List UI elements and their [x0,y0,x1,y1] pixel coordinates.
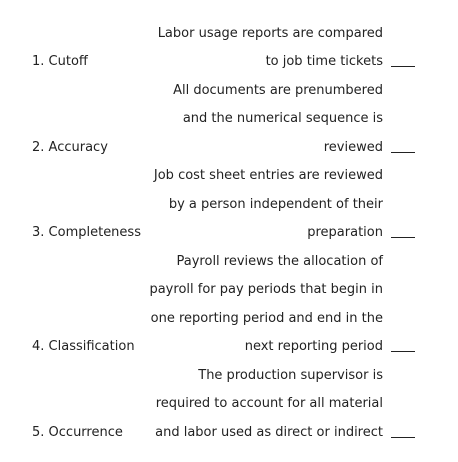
answer-blank[interactable] [391,437,415,438]
description-line [0,394,458,414]
description-text: preparation [307,225,383,240]
description-line [0,309,458,329]
assertion-label: 4. Classification [32,339,135,354]
assertion-label: 5. Occurrence [32,425,123,440]
description-line [0,81,458,101]
description-text: and labor used as direct or indirect [155,425,383,440]
description-line [0,24,458,44]
description-line [0,252,458,272]
description-text: The production supervisor is [198,368,383,383]
description-text: payroll for pay periods that begin in [149,282,383,297]
description-text: to job time tickets [265,54,383,69]
assertion-label: 3. Completeness [32,225,141,240]
description-text: Payroll reviews the allocation of [176,254,383,269]
description-line [0,166,458,186]
answer-blank[interactable] [391,237,415,238]
description-text: required to account for all material [155,396,383,411]
description-text: one reporting period and end in the [150,311,383,326]
assertion-label: 2. Accuracy [32,140,108,155]
description-text: by a person independent of their [168,197,383,212]
description-text: All documents are prenumbered [173,83,383,98]
description-text: reviewed [323,140,383,155]
description-line [0,109,458,129]
answer-blank[interactable] [391,351,415,352]
description-line [0,195,458,215]
description-line [0,280,458,300]
list-item [0,138,458,158]
list-item [0,52,458,72]
description-text: next reporting period [244,339,383,354]
answer-blank[interactable] [391,152,415,153]
list-item [0,423,458,443]
answer-blank[interactable] [391,66,415,67]
list-item [0,337,458,357]
description-text: Labor usage reports are compared [157,26,383,41]
list-item [0,223,458,243]
description-text: Job cost sheet entries are reviewed [153,168,383,183]
assertion-label: 1. Cutoff [32,54,88,69]
description-line [0,366,458,386]
description-text: and the numerical sequence is [182,111,383,126]
